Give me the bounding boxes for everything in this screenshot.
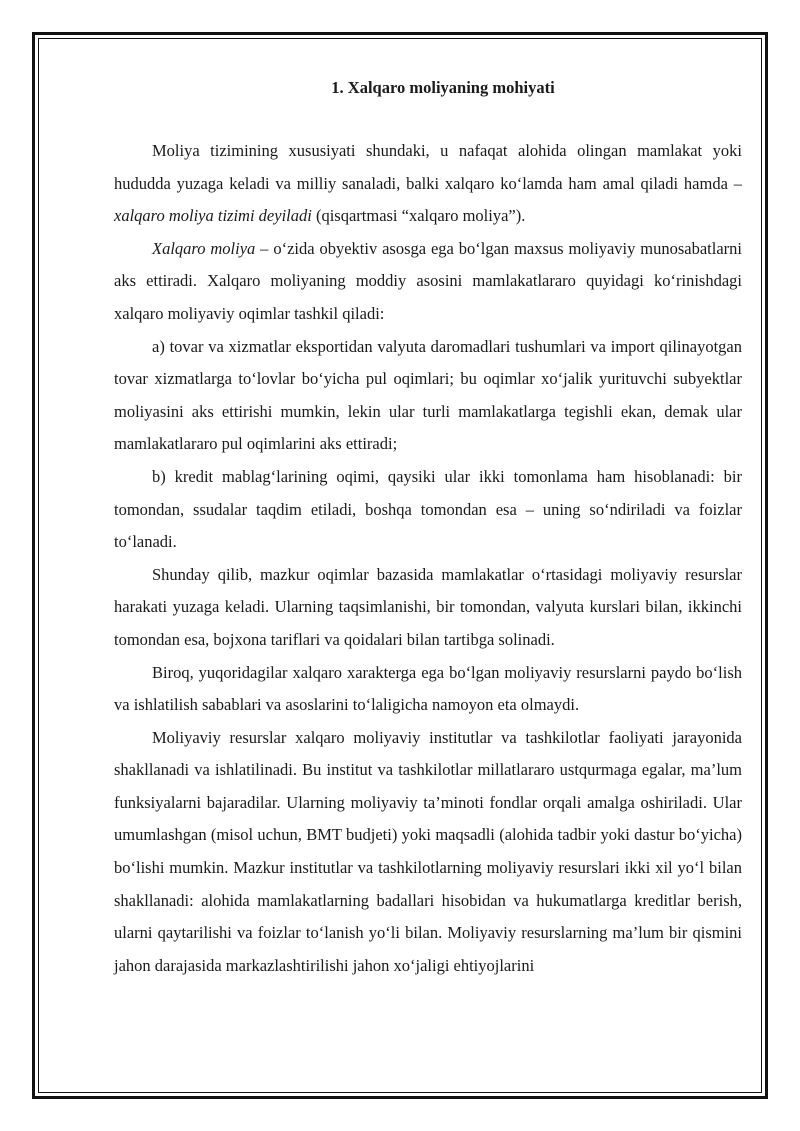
paragraph-5 xyxy=(114,559,742,657)
paragraph-5-text: Shunday qilib, mazkur oqimlar bazasida mamlakatlar o‘rtasidagi moliyaviy resurslar harakati yuzaga keladi. Ularning taqsimlanishi, bir tomondan, valyuta kurslari bilan, ikkinchi tomondan esa, bojxona tariflari va qoidalari bilan tartibga solinadi. xyxy=(114,564,742,649)
paragraph-1-text-end: (qisqartmasi “xalqaro moliya”). xyxy=(311,206,526,226)
paragraph-6 xyxy=(114,657,742,722)
paragraph-7-text: Moliyaviy resurslar xalqaro moliyaviy institutlar va tashkilotlar faoliyati jarayonida shakllanadi va ishlatilinadi. Bu institut va tashkilotlar millatlararo ustqurmaga egalar, ma’lum funksiyalarni bajaradilar. Ularning moliyaviy ta’minoti fondlar orqali amalga oshiriladi. Ular umumlashgan (misol uchun, BMT budjeti) yoki maqsadli (alohida tadbir yoki dastur bo‘yicha) bo‘lishi mumkin. Mazkur institutlar va tashkilotlarning moliyaviy resurslari ikki xil yo‘l bilan shakllanadi: alohida mamlakatlarning badallari hisobidan va hukumatlarga kreditlar berish, ularni qaytarilishi va foizlar to‘lanish yo‘li bilan. Moliyaviy resurslarning ma’lum bir qismini jahon darajasida markazlashtirilishi jahon xo‘jaligi ehtiyojlarini xyxy=(114,727,742,975)
paragraph-4 xyxy=(114,461,742,559)
paragraph-1-italic: xalqaro moliya tizimi deyiladi xyxy=(114,206,312,226)
document-page xyxy=(114,70,742,982)
paragraph-1 xyxy=(114,135,742,233)
paragraph-3 xyxy=(114,331,742,461)
paragraph-3-text: a) tovar va xizmatlar eksportidan valyuta daromadlari tushumlari va import qilinayotgan tovar xizmatlarga to‘lovlar bo‘yicha pul oqimlari; bu oqimlar xo‘jalik yurituvchi subyektlar moliyasini aks ettirishi mumkin, lekin ular turli mamlakatlarga tegishli ekan, demak ular mamlakatlararo pul oqimlarini aks ettiradi; xyxy=(114,336,742,454)
paragraph-2-text-end: – o‘zida obyektiv asosga ega bo‘lgan maxsus moliyaviy munosabatlarni aks ettiradi. Xalqaro moliyaning moddiy asosini mamlakatlararo quyidagi ko‘rinishdagi xalqaro moliyaviy oqimlar tashkil qiladi: xyxy=(114,238,742,323)
paragraph-1-text: Moliya tizimining xususiyati shundaki, u nafaqat alohida olingan mamlakat yoki hududda yuzaga keladi va milliy sanaladi, balki xalqaro ko‘lamda ham amal qiladi hamda – xyxy=(114,141,742,193)
section-title: 1. Xalqaro moliyaning mohiyati xyxy=(331,78,555,97)
paragraph-2-italic: Xalqaro moliya xyxy=(152,238,256,258)
paragraph-2 xyxy=(114,233,742,331)
paragraph-6-text: Biroq, yuqoridagilar xalqaro xarakterga ega bo‘lgan moliyaviy resurslarni paydo bo‘lish va ishlatilish sabablari va asoslarini to‘laligicha namoyon eta olmaydi. xyxy=(114,662,742,715)
paragraph-7 xyxy=(114,722,742,983)
paragraph-4-text: b) kredit mablag‘larining oqimi, qaysiki ular ikki tomonlama ham hisoblanadi: bir tomondan, ssudalar taqdim etiladi, boshqa tomondan esa – uning so‘ndiriladi va foizlar to‘lanadi. xyxy=(114,466,742,552)
